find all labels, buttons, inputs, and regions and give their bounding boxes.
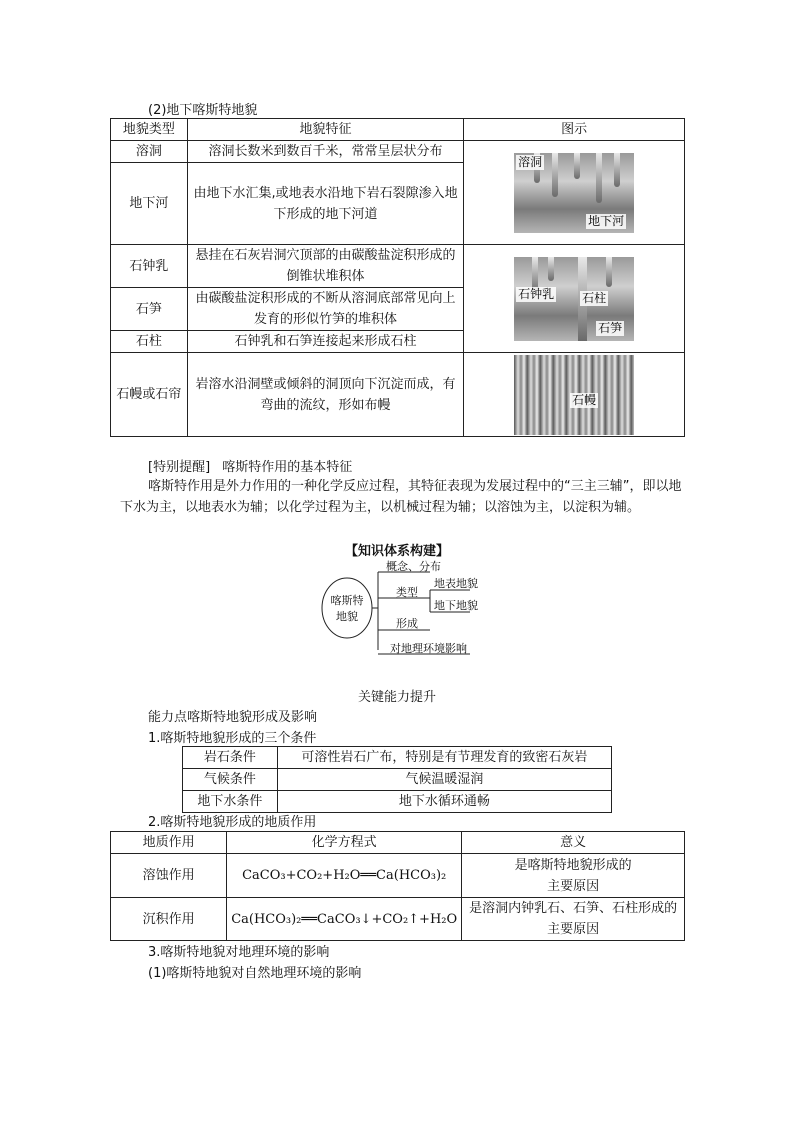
condition-name: 岩石条件 <box>183 747 278 769</box>
photo-label-curtain: 石幔 <box>572 392 597 407</box>
item-impact-natural: (1)喀斯特地貌对自然地理环境的影响 <box>148 966 362 981</box>
landform-table <box>110 118 685 437</box>
root-line2: 地貌 <box>336 610 358 623</box>
figure-cave-river <box>464 141 685 245</box>
row-type: 溶洞 <box>111 141 188 163</box>
geo-equation: CaCO₃+CO₂+H₂O══Ca(HCO₃)₂ <box>227 854 462 898</box>
geo-header: 意义 <box>462 832 685 854</box>
header-figure: 图示 <box>464 119 685 141</box>
geology-table <box>110 831 685 941</box>
row-type: 石笋 <box>111 288 188 331</box>
geo-meaning: 是溶洞内钟乳石、石笋、石柱形成的主要原因 <box>462 898 685 941</box>
reminder-title: 喀斯特作用的基本特征 <box>222 460 353 475</box>
geo-meaning: 是喀斯特地貌形成的主要原因 <box>462 854 685 898</box>
geo-equation: Ca(HCO₃)₂══CaCO₃↓+CO₂↑+H₂O <box>227 898 462 941</box>
header-type: 地貌类型 <box>111 119 188 141</box>
knowledge-title: 【知识体系构建】 <box>344 544 449 559</box>
row-feature: 溶洞长数米到数百千米，常常呈层状分布 <box>187 141 463 163</box>
curtain-photo <box>514 355 634 435</box>
photo-label-column: 石柱 <box>582 290 607 305</box>
figure-curtain <box>464 353 685 437</box>
condition-value: 地下水循环通畅 <box>277 791 611 813</box>
stalactite-photo <box>514 257 634 341</box>
row-type: 石柱 <box>111 331 188 353</box>
row-type: 石钟乳 <box>111 245 188 288</box>
knowledge-map <box>320 560 480 660</box>
row-feature: 由地下水汇集,或地表水沿地下岩石裂隙渗入地下形成的地下河道 <box>187 163 463 245</box>
photo-label-river: 地下河 <box>588 213 625 228</box>
item-conditions: 1.喀斯特地貌形成的三个条件 <box>148 731 317 746</box>
row-type: 石幔或石帘 <box>111 353 188 437</box>
root-line1: 喀斯特 <box>330 594 364 607</box>
geo-action: 溶蚀作用 <box>111 854 227 898</box>
row-feature: 悬挂在石灰岩洞穴顶部的由碳酸盐淀积形成的倒锥状堆积体 <box>187 245 463 288</box>
reminder-heading <box>148 456 352 475</box>
root-node <box>322 578 372 638</box>
condition-name: 气候条件 <box>183 769 278 791</box>
branch-formation: 形成 <box>396 617 418 630</box>
key-ability-title: 关键能力提升 <box>357 690 436 705</box>
branch-concept: 概念、分布 <box>386 560 441 573</box>
row-feature: 石钟乳和石笋连接起来形成石柱 <box>187 331 463 353</box>
section-heading: (2)地下喀斯特地貌 <box>148 103 258 118</box>
photo-label-cave: 溶洞 <box>518 154 543 169</box>
geo-action: 沉积作用 <box>111 898 227 941</box>
geo-header: 化学方程式 <box>227 832 462 854</box>
photo-label-stalagmite: 石笋 <box>598 320 623 335</box>
condition-value: 气候温暖湿润 <box>277 769 611 791</box>
photo-label-stalactite: 石钟乳 <box>518 286 555 301</box>
figure-stalactite <box>464 245 685 353</box>
cave-photo <box>514 153 634 233</box>
item-impact: 3.喀斯特地貌对地理环境的影响 <box>148 945 330 960</box>
row-feature: 由碳酸盐淀积形成的不断从溶洞底部常见向上发育的形似竹笋的堆积体 <box>187 288 463 331</box>
header-feature: 地貌特征 <box>187 119 463 141</box>
sub-surface: 地表地貌 <box>434 577 478 590</box>
geo-header: 地质作用 <box>111 832 227 854</box>
reminder-tag: [特别提醒] <box>148 460 211 475</box>
item-geology: 2.喀斯特地貌形成的地质作用 <box>148 815 317 830</box>
condition-value: 可溶性岩石广布，特别是有节理发育的致密石灰岩 <box>277 747 611 769</box>
sub-underground: 地下地貌 <box>434 599 478 612</box>
conditions-table <box>182 746 612 813</box>
reminder-body: 喀斯特作用是外力作用的一种化学反应过程，其特征表现为发展过程中的“三主三辅”，即以地下水为主，以地表水为辅；以化学过程为主，以机械过程为辅；以溶蚀为主，以淀积为辅。 <box>120 479 682 515</box>
branch-type: 类型 <box>396 586 418 599</box>
condition-name: 地下水条件 <box>183 791 278 813</box>
row-feature: 岩溶水沿洞壁或倾斜的洞顶向下沉淀而成，有弯曲的流纹，形如布幔 <box>187 353 463 437</box>
ability-point: 能力点喀斯特地貌形成及影响 <box>148 710 318 725</box>
branch-impact: 对地理环境影响 <box>390 642 467 655</box>
row-type: 地下河 <box>111 163 188 245</box>
